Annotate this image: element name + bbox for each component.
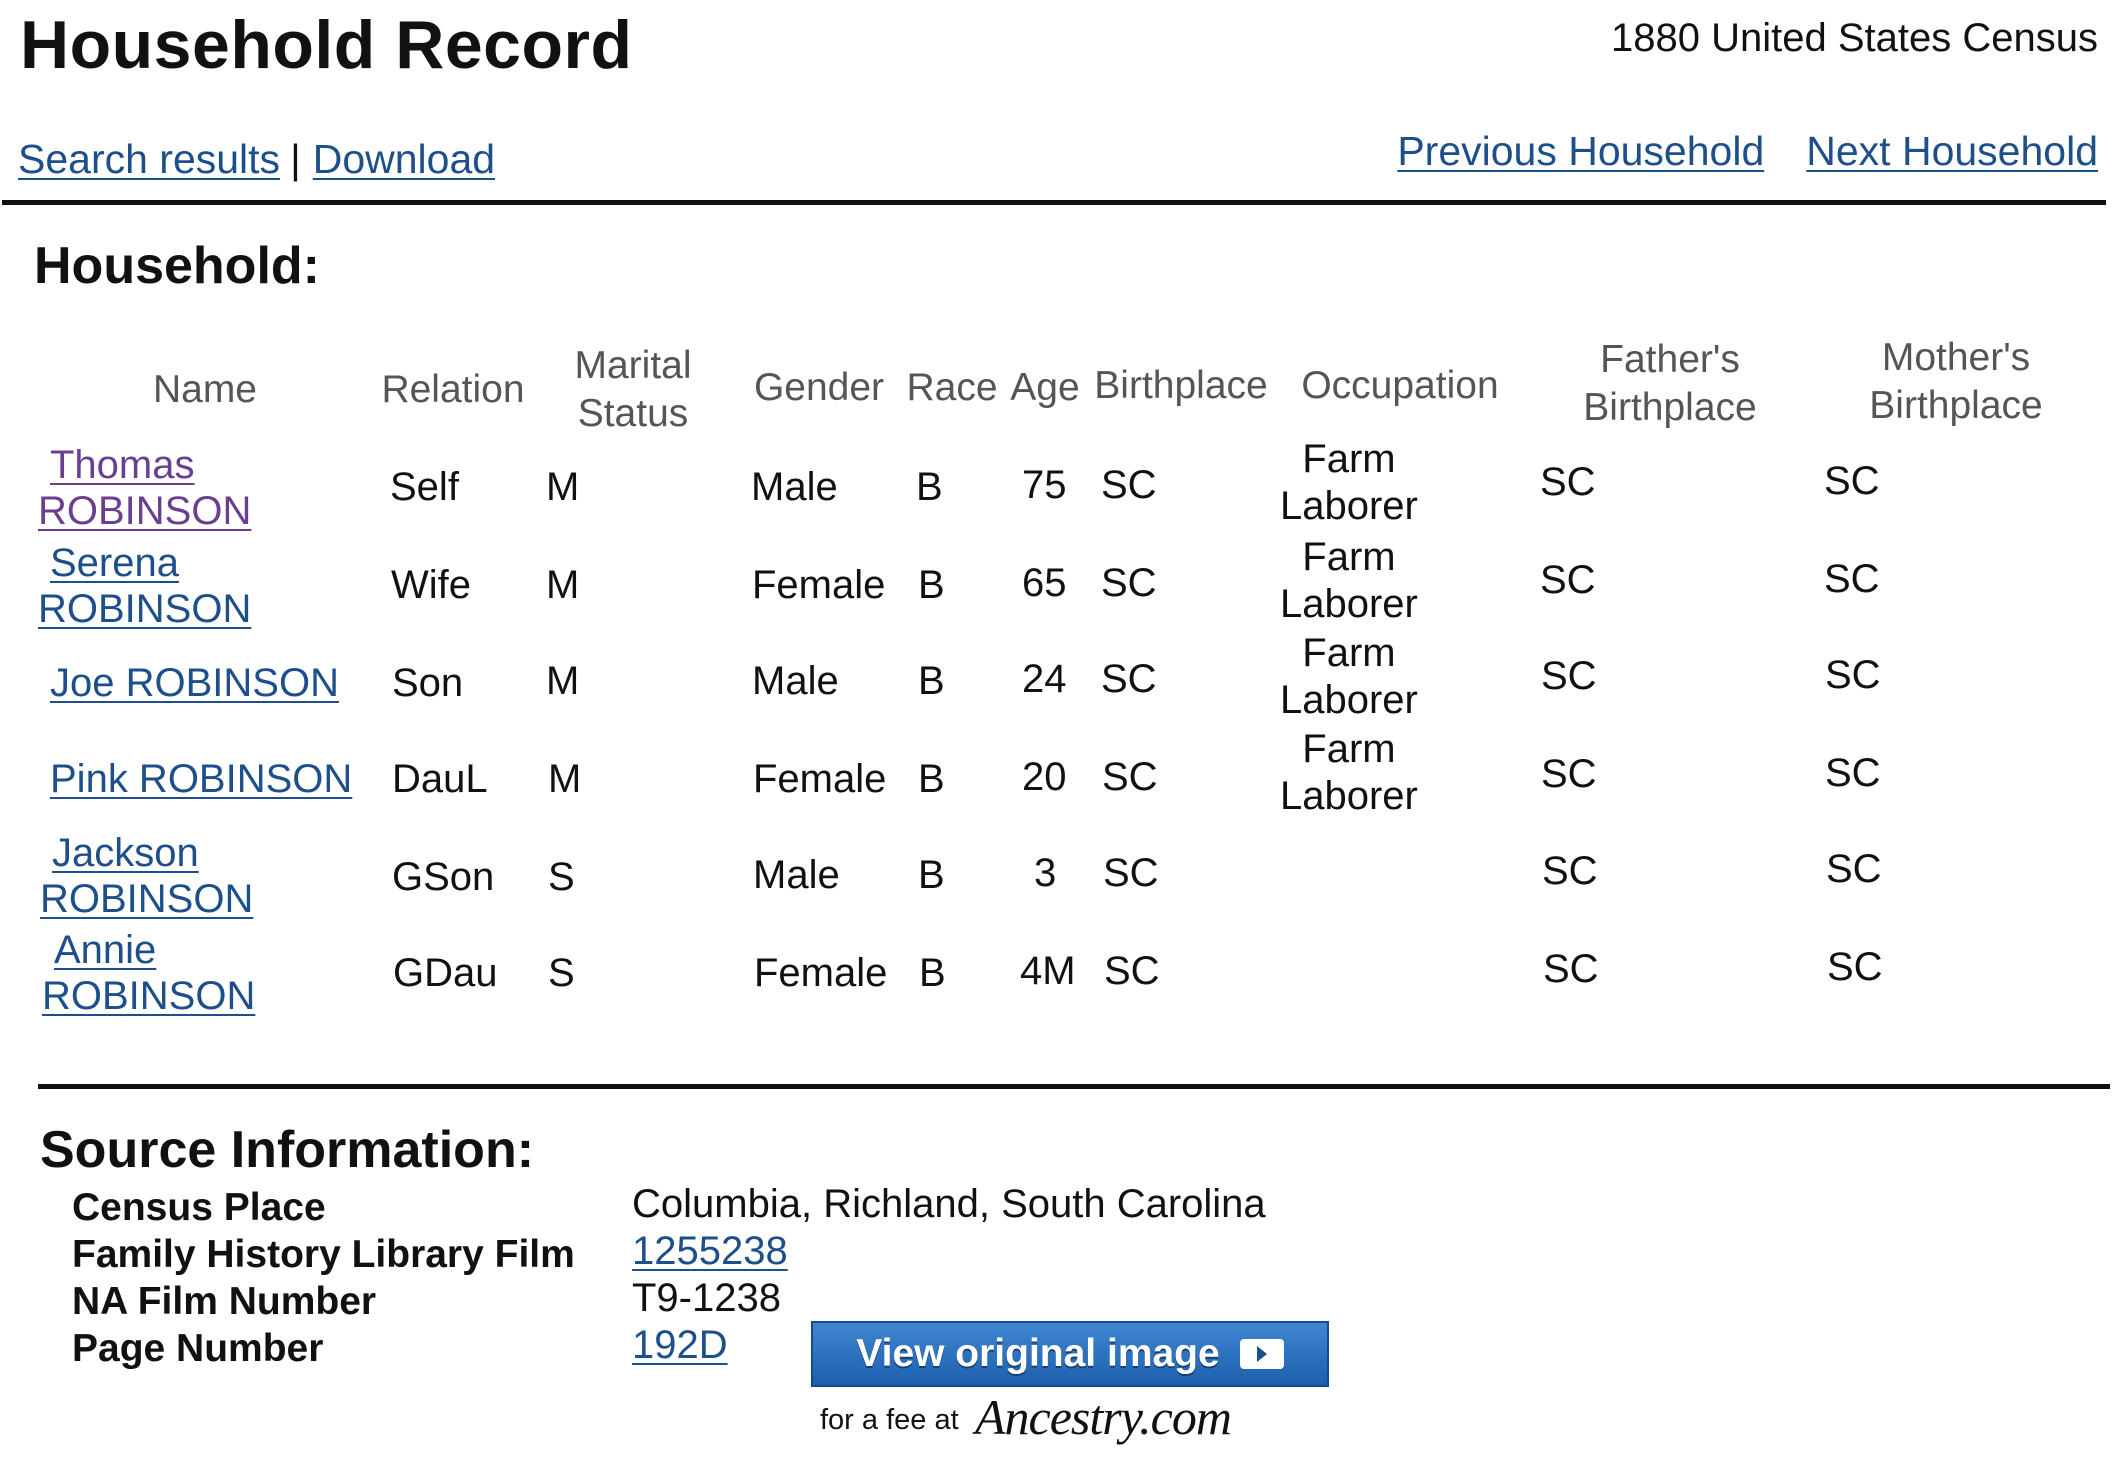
member-marital-status: S bbox=[548, 855, 575, 899]
column-header-marital-status bbox=[558, 342, 708, 438]
member-mother-birthplace: SC bbox=[1825, 751, 1881, 795]
member-surname: ROBINSON bbox=[40, 877, 254, 921]
ancestry-logo[interactable]: Ancestry.com bbox=[975, 1389, 1231, 1445]
occupation-line2: Laborer bbox=[1280, 678, 1418, 722]
census-place-label: Census Place bbox=[72, 1186, 326, 1229]
member-relation: GDau bbox=[393, 951, 498, 995]
column-header-mother-birthplace bbox=[1846, 334, 2066, 430]
member-relation: Son bbox=[392, 661, 464, 705]
member-gender: Male bbox=[752, 659, 839, 703]
member-gender: Female bbox=[752, 563, 886, 607]
member-father-birthplace: SC bbox=[1541, 752, 1597, 796]
member-gender: Female bbox=[754, 951, 888, 995]
member-surname: ROBINSON bbox=[38, 587, 252, 631]
member-race: B bbox=[919, 951, 946, 995]
source-heading: Source Information: bbox=[40, 1121, 535, 1179]
member-birthplace: SC bbox=[1101, 561, 1157, 605]
view-image-label: View original image bbox=[856, 1332, 1220, 1375]
census-title: 1880 United States Census bbox=[1611, 16, 2098, 60]
member-father-birthplace: SC bbox=[1543, 947, 1599, 991]
column-header-marital-line2: Status bbox=[577, 392, 689, 435]
nav-right bbox=[1397, 128, 2098, 175]
previous-household-link[interactable]: Previous Household bbox=[1397, 128, 1765, 174]
column-header-father-birthplace bbox=[1560, 336, 1780, 432]
member-name-link[interactable] bbox=[38, 442, 251, 534]
na-film-label: NA Film Number bbox=[72, 1280, 377, 1323]
member-occupation bbox=[1280, 534, 1418, 628]
column-header-relation: Relation bbox=[381, 368, 525, 411]
member-marital-status: M bbox=[548, 757, 582, 801]
member-gender: Male bbox=[753, 853, 840, 897]
member-marital-status: M bbox=[546, 563, 580, 607]
member-name-link[interactable]: Joe ROBINSON bbox=[50, 661, 339, 705]
arrow-right-icon bbox=[1240, 1339, 1284, 1369]
member-name-link[interactable] bbox=[40, 830, 253, 922]
occupation-line1: Farm bbox=[1302, 437, 1396, 481]
column-header-gender: Gender bbox=[753, 366, 885, 409]
divider bbox=[2, 200, 2106, 205]
member-name-link[interactable]: Pink ROBINSON bbox=[50, 757, 353, 801]
member-mother-birthplace: SC bbox=[1824, 557, 1880, 601]
member-name-link[interactable] bbox=[42, 927, 255, 1019]
member-gender: Male bbox=[751, 465, 838, 509]
member-surname: ROBINSON bbox=[42, 974, 256, 1018]
member-given-name: Thomas bbox=[50, 443, 195, 487]
page-number-label: Page Number bbox=[72, 1327, 324, 1370]
member-surname: ROBINSON bbox=[38, 489, 252, 533]
occupation-line1: Farm bbox=[1302, 631, 1396, 675]
column-header-age: Age bbox=[1010, 366, 1080, 409]
member-race: B bbox=[918, 563, 945, 607]
member-birthplace: SC bbox=[1104, 949, 1160, 993]
member-age: 4M bbox=[1020, 949, 1076, 993]
member-relation: GSon bbox=[392, 855, 495, 899]
occupation-line1: Farm bbox=[1302, 535, 1396, 579]
column-header-race: Race bbox=[906, 366, 998, 409]
member-father-birthplace: SC bbox=[1542, 849, 1598, 893]
occupation-line2: Laborer bbox=[1280, 484, 1418, 528]
occupation-line2: Laborer bbox=[1280, 774, 1418, 818]
member-occupation bbox=[1280, 630, 1418, 724]
fee-note: for a fee at bbox=[820, 1404, 959, 1436]
member-mother-birthplace: SC bbox=[1827, 945, 1883, 989]
column-header-father-line1: Father's bbox=[1600, 338, 1740, 381]
member-age: 3 bbox=[1034, 851, 1057, 895]
member-name-link[interactable] bbox=[38, 540, 251, 632]
page-title: Household Record bbox=[20, 7, 633, 83]
member-marital-status: S bbox=[548, 951, 575, 995]
member-race: B bbox=[918, 659, 945, 703]
member-age: 75 bbox=[1022, 463, 1067, 507]
column-header-occupation: Occupation bbox=[1301, 364, 1499, 407]
member-birthplace: SC bbox=[1102, 755, 1158, 799]
member-relation: Wife bbox=[391, 563, 471, 607]
member-relation: Self bbox=[390, 465, 459, 509]
occupation-line2: Laborer bbox=[1280, 582, 1418, 626]
member-age: 65 bbox=[1022, 561, 1067, 605]
column-header-name: Name bbox=[152, 368, 258, 411]
column-header-marital-line1: Marital bbox=[574, 344, 692, 387]
member-father-birthplace: SC bbox=[1540, 460, 1596, 504]
household-heading: Household: bbox=[34, 237, 320, 295]
member-marital-status: M bbox=[546, 465, 580, 509]
member-mother-birthplace: SC bbox=[1824, 459, 1880, 503]
member-race: B bbox=[916, 465, 943, 509]
divider bbox=[38, 1084, 2110, 1089]
occupation-line1: Farm bbox=[1302, 727, 1396, 771]
member-father-birthplace: SC bbox=[1540, 558, 1596, 602]
na-film-value: T9-1238 bbox=[632, 1276, 781, 1320]
column-header-father-line2: Birthplace bbox=[1583, 386, 1757, 429]
member-birthplace: SC bbox=[1101, 463, 1157, 507]
member-given-name: Serena bbox=[50, 541, 179, 585]
member-age: 20 bbox=[1022, 755, 1067, 799]
member-mother-birthplace: SC bbox=[1826, 847, 1882, 891]
member-race: B bbox=[918, 757, 945, 801]
member-age: 24 bbox=[1022, 657, 1067, 701]
column-header-mother-line1: Mother's bbox=[1881, 336, 2031, 379]
member-birthplace: SC bbox=[1103, 851, 1159, 895]
member-given-name: Annie bbox=[54, 928, 157, 972]
download-link[interactable]: Download bbox=[312, 136, 496, 182]
member-marital-status: M bbox=[546, 659, 580, 703]
member-relation: DauL bbox=[392, 757, 488, 801]
column-header-mother-line2: Birthplace bbox=[1869, 384, 2043, 427]
nav-left bbox=[18, 136, 495, 183]
film-number-link[interactable]: 1255238 bbox=[632, 1229, 788, 1273]
member-occupation bbox=[1280, 436, 1418, 530]
census-place-value: Columbia, Richland, South Carolina bbox=[632, 1182, 1266, 1226]
member-race: B bbox=[918, 853, 945, 897]
film-label: Family History Library Film bbox=[72, 1233, 575, 1276]
view-original-image-button[interactable] bbox=[811, 1321, 1329, 1387]
nav-separator: | bbox=[290, 136, 301, 182]
member-birthplace: SC bbox=[1101, 657, 1157, 701]
search-results-link[interactable]: Search results bbox=[18, 136, 281, 182]
next-household-link[interactable]: Next Household bbox=[1806, 128, 2098, 174]
column-header-birthplace: Birthplace bbox=[1094, 364, 1268, 407]
member-father-birthplace: SC bbox=[1541, 654, 1597, 698]
member-occupation bbox=[1280, 726, 1418, 820]
page-number-link[interactable]: 192D bbox=[632, 1323, 728, 1367]
member-gender: Female bbox=[753, 757, 887, 801]
member-mother-birthplace: SC bbox=[1825, 653, 1881, 697]
member-given-name: Jackson bbox=[52, 831, 199, 875]
